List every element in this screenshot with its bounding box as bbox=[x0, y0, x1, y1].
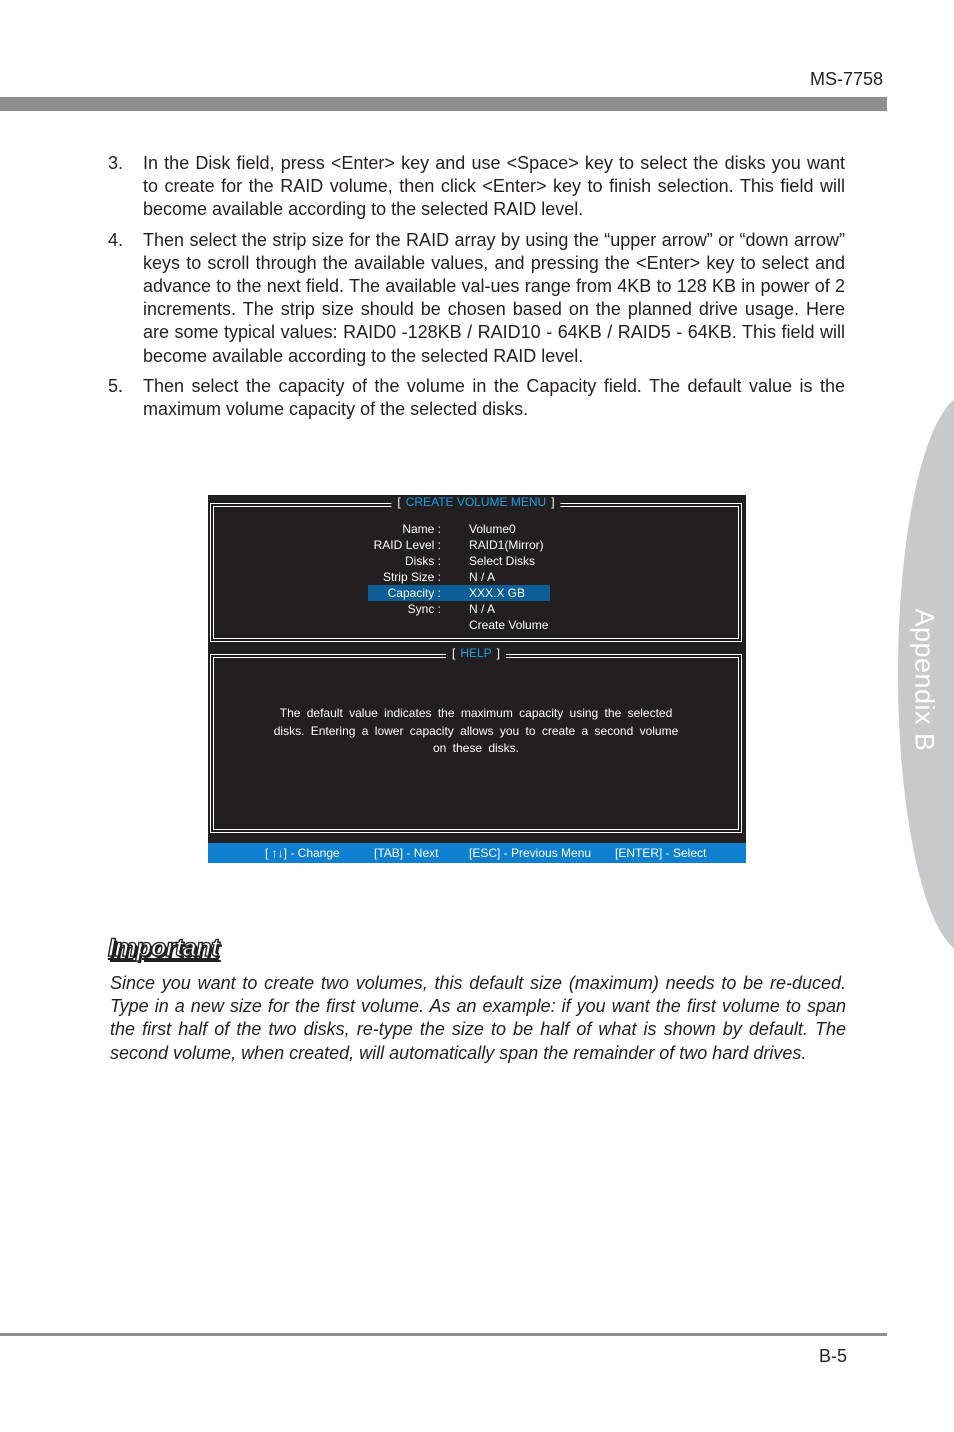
key-next: [TAB] - Next bbox=[374, 846, 439, 860]
help-panel bbox=[210, 646, 742, 833]
footer-rule bbox=[0, 1333, 887, 1336]
important-heading: Important bbox=[108, 934, 219, 962]
key-select: [ENTER] - Select bbox=[615, 846, 707, 860]
field-label: Strip Size : bbox=[382, 570, 441, 584]
field-name[interactable] bbox=[211, 521, 741, 537]
field-label: Sync : bbox=[407, 602, 441, 616]
step-item bbox=[108, 229, 845, 368]
help-title: [ HELP ] bbox=[446, 646, 506, 660]
step-number: 5. bbox=[108, 375, 124, 396]
field-value: N / A bbox=[469, 602, 496, 616]
header-bar bbox=[0, 97, 887, 111]
field-disks[interactable] bbox=[211, 553, 741, 569]
create-volume-menu-title: [ CREATE VOLUME MENU ] bbox=[391, 495, 560, 509]
step-number: 4. bbox=[108, 229, 124, 250]
field-raid-level[interactable] bbox=[211, 537, 741, 553]
step-number: 3. bbox=[108, 153, 124, 173]
field-capacity[interactable] bbox=[211, 585, 741, 601]
step-text: Then select the capacity of the volume in the Capacity field. The default value is the maximum volume capacity of the selected disks. bbox=[143, 375, 845, 420]
steps-list bbox=[108, 152, 845, 428]
create-volume-panel bbox=[210, 495, 742, 642]
step-text: Then select the strip size for the RAID array by using the “upper arrow” or “down arrow” keys to scroll through the available values, and pressing the <Enter> key to select and advance to the next field. The available val-ues range from 4KB to 128 KB in power of 2 increments. The strip size should be chosen based on the planned drive usage. Here are some typical values: RAID0 -128KB / RAID10 - 64KB / RAID5 - 64KB. This field will become available according to the selected RAID level. bbox=[143, 229, 845, 366]
field-label: RAID Level : bbox=[373, 538, 441, 552]
field-sync[interactable] bbox=[211, 601, 741, 617]
step-item bbox=[108, 152, 845, 222]
create-volume-button[interactable] bbox=[211, 617, 741, 633]
appendix-label: Appendix B bbox=[909, 608, 940, 752]
model-number: MS-7758 bbox=[809, 69, 883, 89]
field-value: N / A bbox=[469, 570, 496, 584]
key-previous-menu: [ESC] - Previous Menu bbox=[469, 846, 592, 860]
field-value: Create Volume bbox=[469, 618, 549, 632]
field-strip-size[interactable] bbox=[211, 569, 741, 585]
important-text: Since you want to create two volumes, this default size (maximum) needs to be re-duced. Type in a new size for the first volume. As an example: if you want the first volume to span the first half of the two disks, re-type the size to be half of what is shown by default. The second volume, when created, will automatically span the remainder of two hard drives. bbox=[110, 973, 846, 1063]
field-value: Volume0 bbox=[469, 522, 516, 536]
field-label: Capacity : bbox=[387, 586, 441, 600]
field-value: RAID1(Mirror) bbox=[469, 538, 544, 552]
key-change: [ ↑↓] - Change bbox=[265, 846, 340, 860]
step-item bbox=[108, 375, 845, 421]
help-text: The default value indicates the maximum capacity using the selected disks. Entering a lower capacity allows you to create a second volume on these disks. bbox=[273, 706, 679, 755]
field-value: XXX.X GB bbox=[469, 586, 526, 600]
page-number: B-5 bbox=[818, 1346, 847, 1366]
field-label: Name : bbox=[402, 522, 441, 536]
step-text: In the Disk field, press <Enter> key and use <Space> key to select the disks you want to create for the RAID volume, then click <Enter> key to finish selection. This field will become available according to the selected RAID level. bbox=[143, 153, 845, 220]
field-value: Select Disks bbox=[469, 554, 536, 568]
key-legend-bar bbox=[208, 843, 746, 863]
bios-screenshot bbox=[208, 495, 746, 863]
field-label: Disks : bbox=[405, 554, 441, 568]
